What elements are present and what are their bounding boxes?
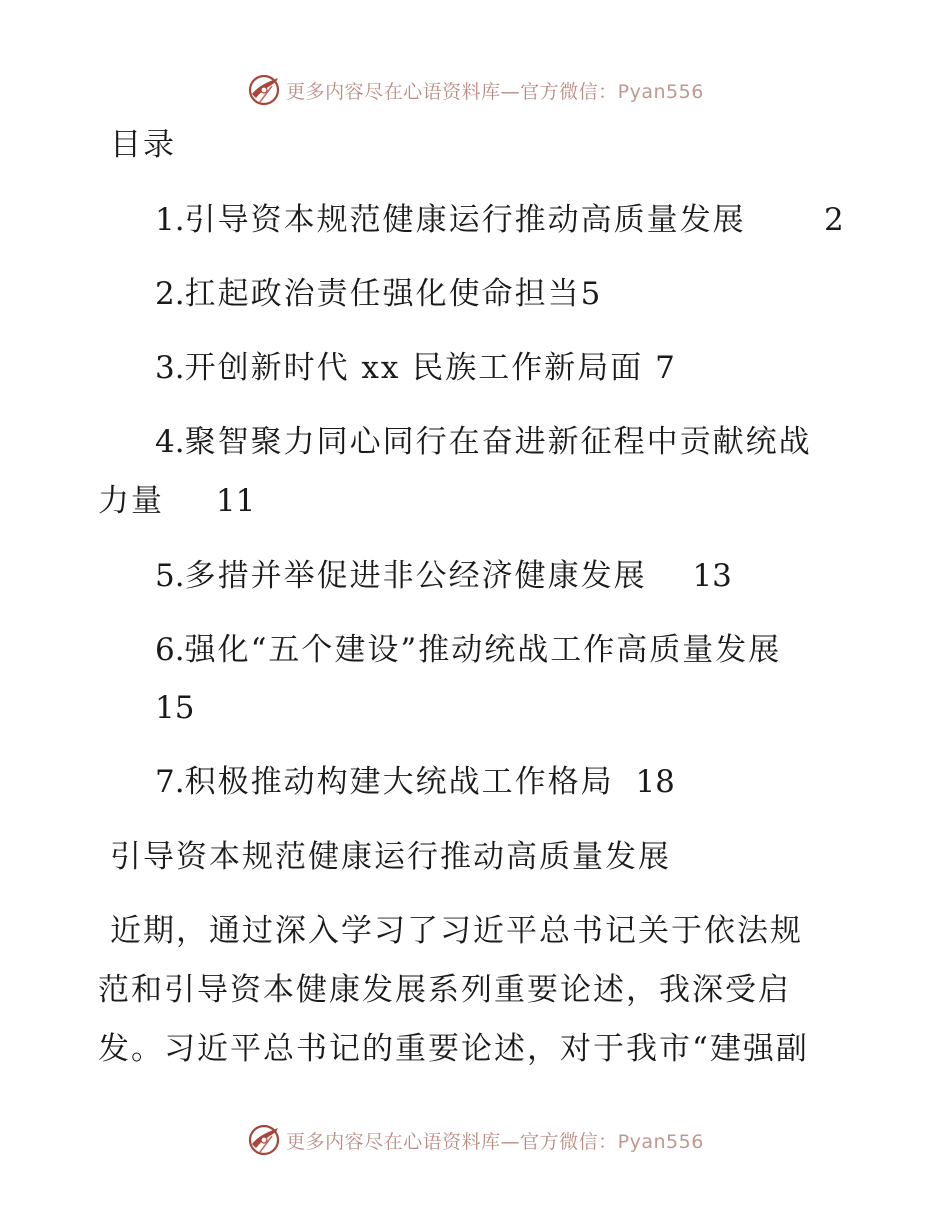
toc-item-title: 聚智聚力同心同行在奋进新征程中贡献统战 bbox=[184, 424, 812, 460]
toc-item-4[interactable] bbox=[155, 422, 812, 462]
watermark-text bbox=[286, 1127, 704, 1154]
toc-item-title: 开创新时代 xx 民族工作新局面 bbox=[184, 350, 644, 386]
toc-item-page: 13 bbox=[692, 558, 732, 594]
toc-item-number: 7. bbox=[155, 764, 185, 800]
toc-item-title: 强化“五个建设”推动统战工作高质量发展 bbox=[184, 632, 782, 668]
toc-item-1[interactable] bbox=[155, 200, 746, 240]
article-paragraph-line-2: 范和引导资本健康发展系列重要论述，我深受启 bbox=[98, 972, 791, 1008]
toc-item-page: 11 bbox=[215, 483, 256, 519]
watermark-label: 更多内容尽在心语资料库—官方微信： bbox=[286, 1130, 618, 1153]
toc-item-page: 5 bbox=[580, 276, 601, 312]
toc-item-title: 扛起政治责任强化使命担当 bbox=[184, 276, 581, 312]
footer-watermark bbox=[0, 1120, 950, 1160]
watermark-wechat-id: Pyan556 bbox=[617, 1130, 704, 1153]
toc-item-number: 1. bbox=[155, 202, 185, 238]
pen-circle-logo-icon bbox=[246, 1122, 282, 1158]
toc-item-number: 5. bbox=[155, 558, 185, 594]
toc-item-title: 多措并举促进非公经济健康发展 bbox=[184, 558, 647, 594]
toc-item-number: 6. bbox=[155, 632, 185, 668]
toc-title: 目录 bbox=[110, 127, 176, 163]
watermark-wechat-id: Pyan556 bbox=[617, 80, 704, 103]
toc-item-3[interactable] bbox=[155, 348, 675, 388]
toc-item-number: 2. bbox=[155, 276, 185, 312]
article-paragraph-line-3: 发。习近平总书记的重要论述，对于我市“建强副 bbox=[98, 1031, 809, 1067]
toc-item-4-continued[interactable] bbox=[98, 481, 255, 521]
article-paragraph-line-1: 近期，通过深入学习了习近平总书记关于依法规 bbox=[110, 913, 803, 949]
toc-item-2[interactable] bbox=[155, 274, 600, 314]
watermark-label: 更多内容尽在心语资料库—官方微信： bbox=[286, 80, 618, 103]
toc-item-title: 积极推动构建大统战工作格局 bbox=[184, 764, 614, 800]
toc-item-number: 4. bbox=[155, 424, 185, 460]
toc-item-7[interactable] bbox=[155, 762, 675, 802]
toc-item-page: 7 bbox=[655, 350, 675, 386]
toc-item-6-page: 15 bbox=[155, 690, 195, 726]
toc-item-1-page: 2 bbox=[824, 202, 844, 238]
toc-item-title: 引导资本规范健康运行推动高质量发展 bbox=[184, 202, 746, 238]
article-heading: 引导资本规范健康运行推动高质量发展 bbox=[110, 839, 671, 875]
toc-item-5[interactable] bbox=[155, 556, 732, 596]
toc-item-6[interactable] bbox=[155, 630, 781, 670]
toc-item-title-continued: 力量 bbox=[98, 483, 164, 519]
toc-item-page: 18 bbox=[635, 764, 675, 800]
toc-item-number: 3. bbox=[155, 350, 185, 386]
